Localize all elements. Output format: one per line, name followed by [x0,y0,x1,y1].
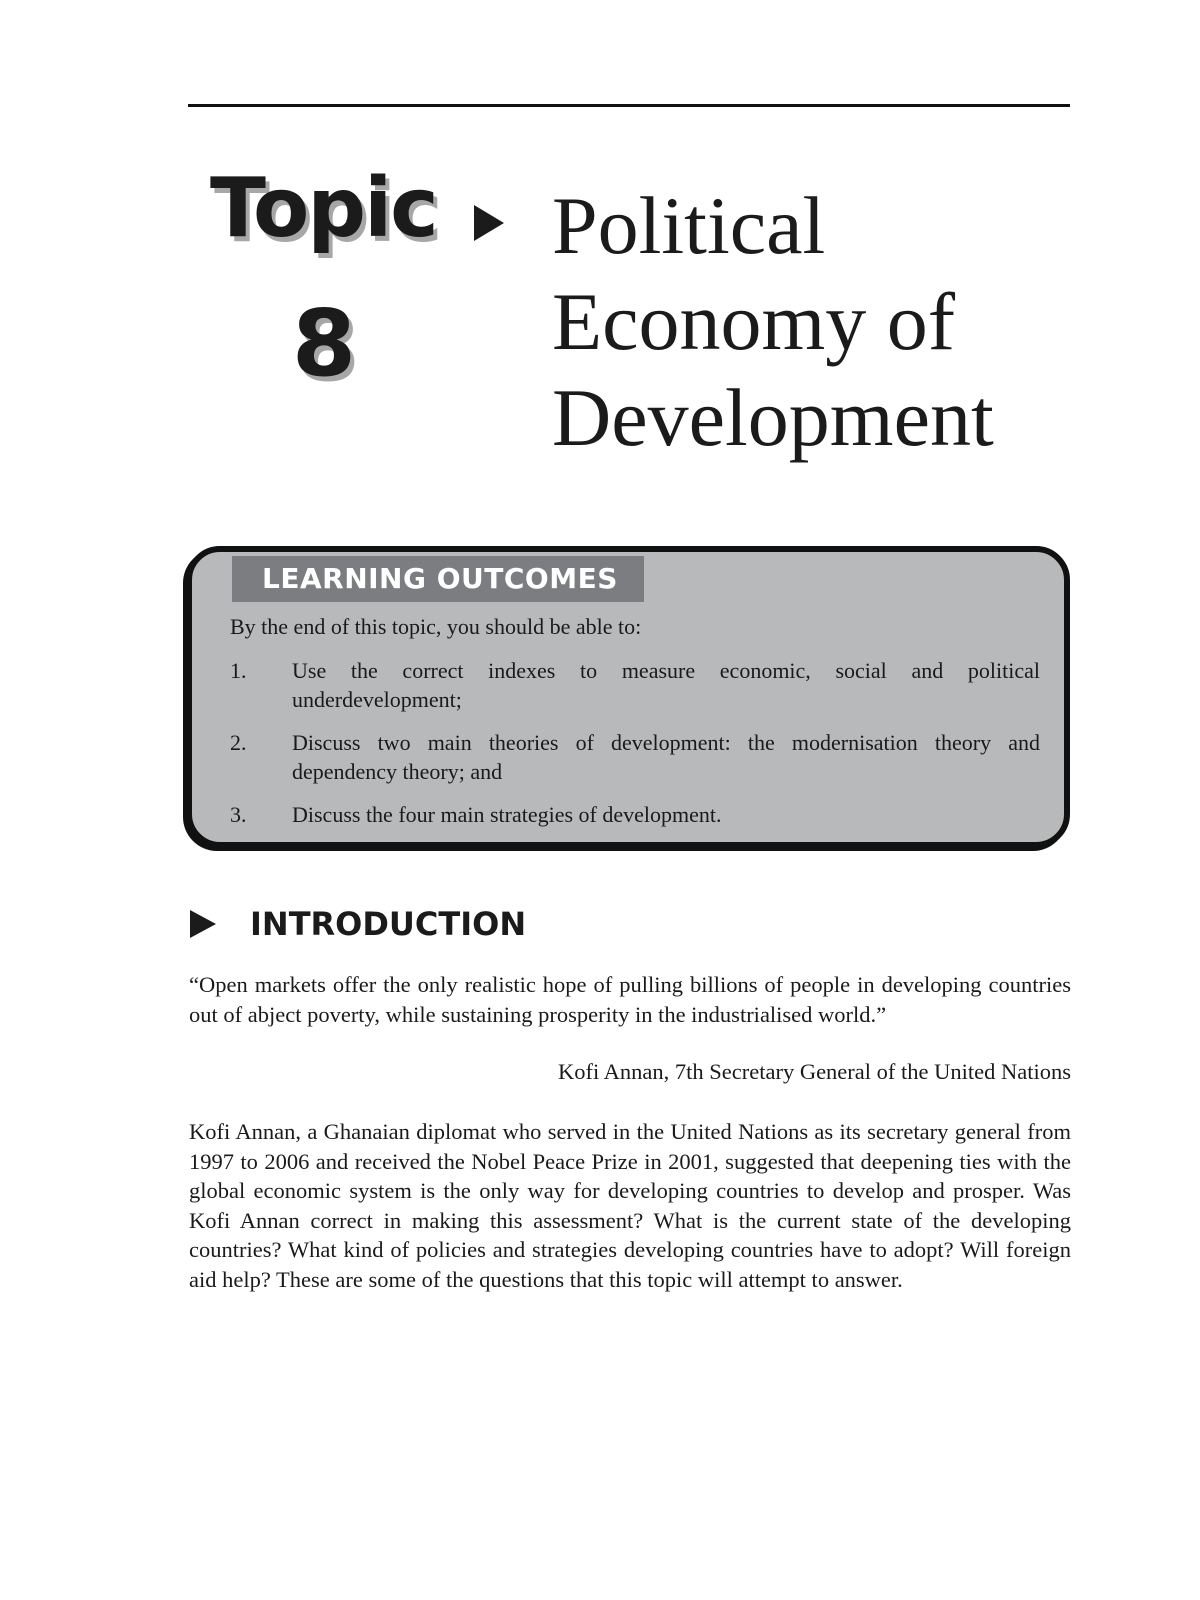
topic-title-line: Development [552,372,994,463]
learning-outcomes-intro: By the end of this topic, you should be able to: [230,614,642,639]
topic-number: 8 [292,290,357,397]
topic-title [552,178,1112,466]
learning-outcomes-list [230,656,1040,843]
topic-title-line: Political [552,180,826,271]
learning-outcomes-header: LEARNING OUTCOMES [232,556,644,602]
quote-attribution: Kofi Annan, 7th Secretary General of the United Nations [558,1059,1071,1084]
list-item-text: Discuss the four main strategies of development. [292,802,722,827]
list-item-number: 1. [230,658,247,683]
topic-title-line: Economy of [552,276,956,367]
header-rule [188,104,1070,107]
right-triangle-icon [474,205,504,241]
introduction-paragraph: Kofi Annan, a Ghanaian diplomat who served in the United Nations as its secretary general from 1997 to 2006 and received the Nobel Peace Prize in 2001, suggested that deepening ties with the global economic system is the only way for developing countries to develop and prosper. Was Kofi Annan correct in making this assessment? What is the current state of the developing countries? What kind of policies and strategies developing countries have to adopt? Will foreign aid help? These are some of the questions that this topic will attempt to answer. [189,1119,1071,1292]
section-arrow-icon [190,910,216,938]
topic-label: Topic [210,161,437,256]
list-item [230,728,1040,786]
list-item-text: Use the correct indexes to measure economic, social and political underdevelopment; [292,658,1040,712]
list-item-number: 2. [230,730,247,755]
list-item-text: Discuss two main theories of development: the modernisation theory and dependency theory; and [292,730,1040,784]
learning-outcomes-box [186,546,1070,848]
list-item [230,800,1040,829]
list-item-number: 3. [230,802,247,827]
list-item [230,656,1040,714]
quote-text: “Open markets offer the only realistic hope of pulling billions of people in developing countries out of abject poverty, while sustaining prosperity in the industrialised world.” [189,972,1071,1027]
introduction-heading: INTRODUCTION [250,905,527,943]
